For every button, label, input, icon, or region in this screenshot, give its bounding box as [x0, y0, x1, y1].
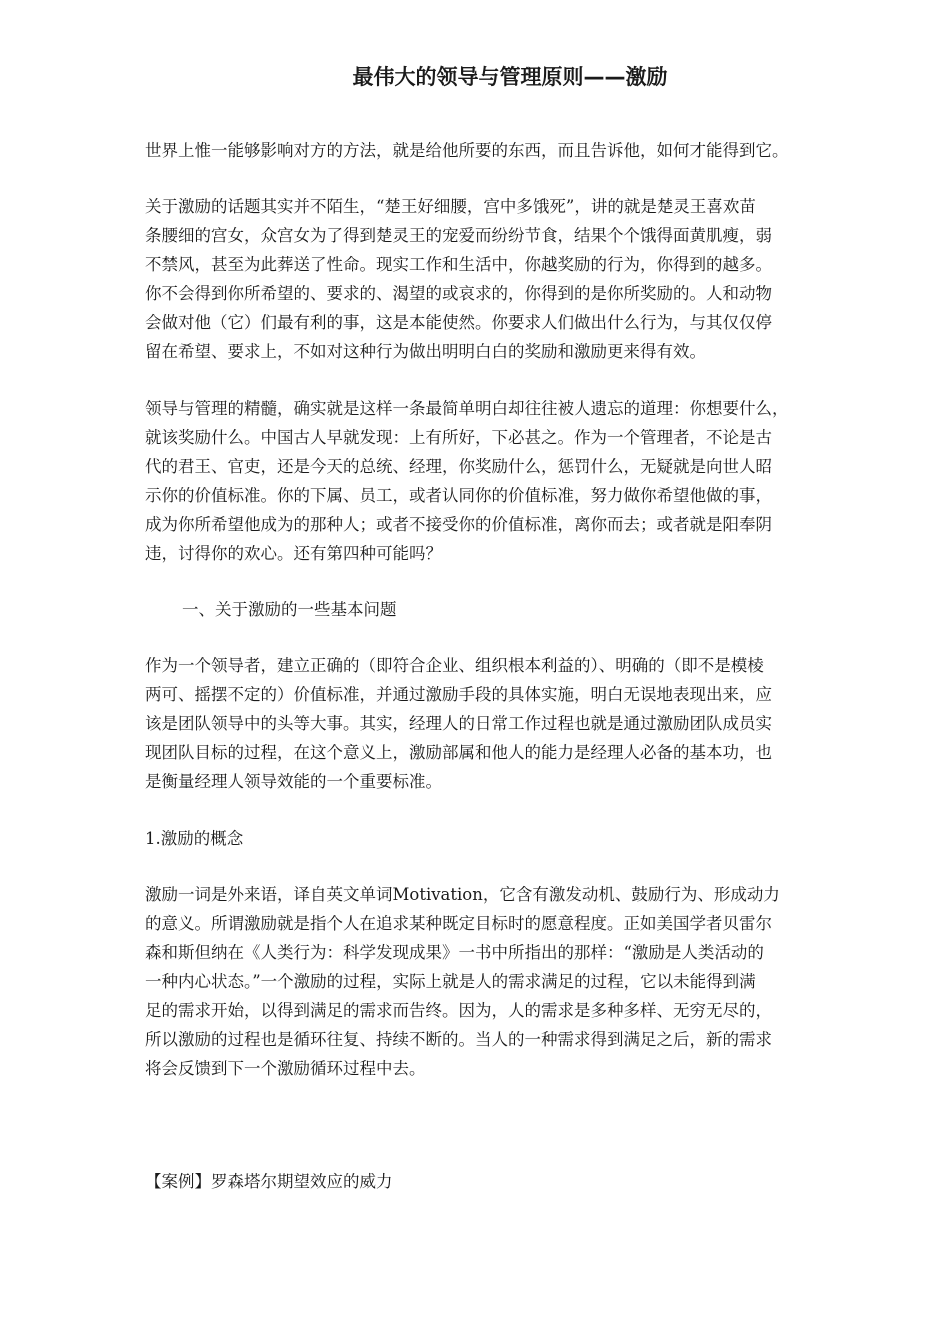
paragraph-chu-king — [145, 192, 887, 366]
text-line: 现团队目标的过程，在这个意义上，激励部属和他人的能力是经理人必备的基本功，也 — [145, 743, 772, 762]
text-line: 1.激励的概念 — [145, 829, 244, 848]
text-line: 一种内心状态。”一个激励的过程，实际上就是人的需求满足的过程，它以未能得到满 — [145, 972, 756, 991]
document-title: 最伟大的领导与管理原则——激励 — [352, 65, 668, 89]
text-line: 作为一个领导者，建立正确的（即符合企业、组织根本利益的）、明确的（即不是模棱 — [145, 656, 764, 675]
text-line: 条腰细的宫女，众宫女为了得到楚灵王的宠爱而纷纷节食，结果个个饿得面黄肌瘦，弱 — [145, 226, 772, 245]
text-line: 成为你所希望他成为的那种人；或者不接受你的价值标准，离你而去；或者就是阳奉阴 — [145, 515, 772, 534]
text-line: 将会反馈到下一个激励循环过程中去。 — [145, 1059, 426, 1078]
text-line: 关于激励的话题其实并不陌生，“楚王好细腰，宫中多饿死”，讲的就是楚灵王喜欢苗 — [145, 197, 756, 216]
text-line: 领导与管理的精髓，确实就是这样一条最简单明白却往往被人遗忘的道理：你想要什么， — [145, 399, 789, 418]
paragraph-leader — [145, 651, 887, 796]
text-line: 足的需求开始，以得到满足的需求而告终。因为，人的需求是多种多样、无穷无尽的， — [145, 1001, 772, 1020]
section-heading — [182, 595, 924, 624]
text-line: 是衡量经理人领导效能的一个重要标准。 — [145, 772, 442, 791]
text-line: 代的君王、官吏，还是今天的总统、经理，你奖励什么，惩罚什么，无疑就是向世人昭 — [145, 457, 772, 476]
paragraph-intro-quote — [145, 136, 887, 165]
text-line: 不禁风，甚至为此葬送了性命。现实工作和生活中，你越奖励的行为，你得到的越多。 — [145, 255, 772, 274]
subsection-heading — [145, 824, 887, 853]
text-line: 森和斯但纳在《人类行为：科学发现成果》一书中所指出的那样：“激励是人类活动的 — [145, 943, 764, 962]
text-line: 一、关于激励的一些基本问题 — [182, 600, 397, 619]
text-line: 留在希望、要求上，不如对这种行为做出明明白白的奖励和激励更来得有效。 — [145, 342, 706, 361]
text-line: 会做对他（它）们最有利的事，这是本能使然。你要求人们做出什么行为，与其仅仅停 — [145, 313, 772, 332]
text-line: 所以激励的过程也是循环往复、持续不断的。当人的一种需求得到满足之后，新的需求 — [145, 1030, 772, 1049]
text-line: 违，讨得你的欢心。还有第四种可能吗？ — [145, 544, 442, 563]
paragraph-motivation — [145, 880, 887, 1083]
text-line: 世界上惟一能够影响对方的方法，就是给他所要的东西，而且告诉他，如何才能得到它。 — [145, 141, 789, 160]
text-line: 激励一词是外来语，译自英文单词Motivation，它含有激发动机、鼓励行为、形成动力 — [145, 885, 780, 904]
case-heading — [145, 1167, 887, 1196]
text-line: 你不会得到你所希望的、要求的、渴望的或哀求的，你得到的是你所奖励的。人和动物 — [145, 284, 772, 303]
text-line: 该是团队领导中的头等大事。其实，经理人的日常工作过程也就是通过激励团队成员实 — [145, 714, 772, 733]
text-line: 两可、摇摆不定的）价值标准，并通过激励手段的具体实施，明白无误地表现出来，应 — [145, 685, 772, 704]
text-line: 【案例】罗森塔尔期望效应的威力 — [145, 1172, 393, 1191]
paragraph-essence — [145, 394, 887, 568]
text-line: 就该奖励什么。中国古人早就发现：上有所好，下必甚之。作为一个管理者，不论是古 — [145, 428, 772, 447]
text-line: 的意义。所谓激励就是指个人在追求某种既定目标时的愿意程度。正如美国学者贝雷尔 — [145, 914, 772, 933]
text-line: 示你的价值标准。你的下属、员工，或者认同你的价值标准，努力做你希望他做的事， — [145, 486, 772, 505]
